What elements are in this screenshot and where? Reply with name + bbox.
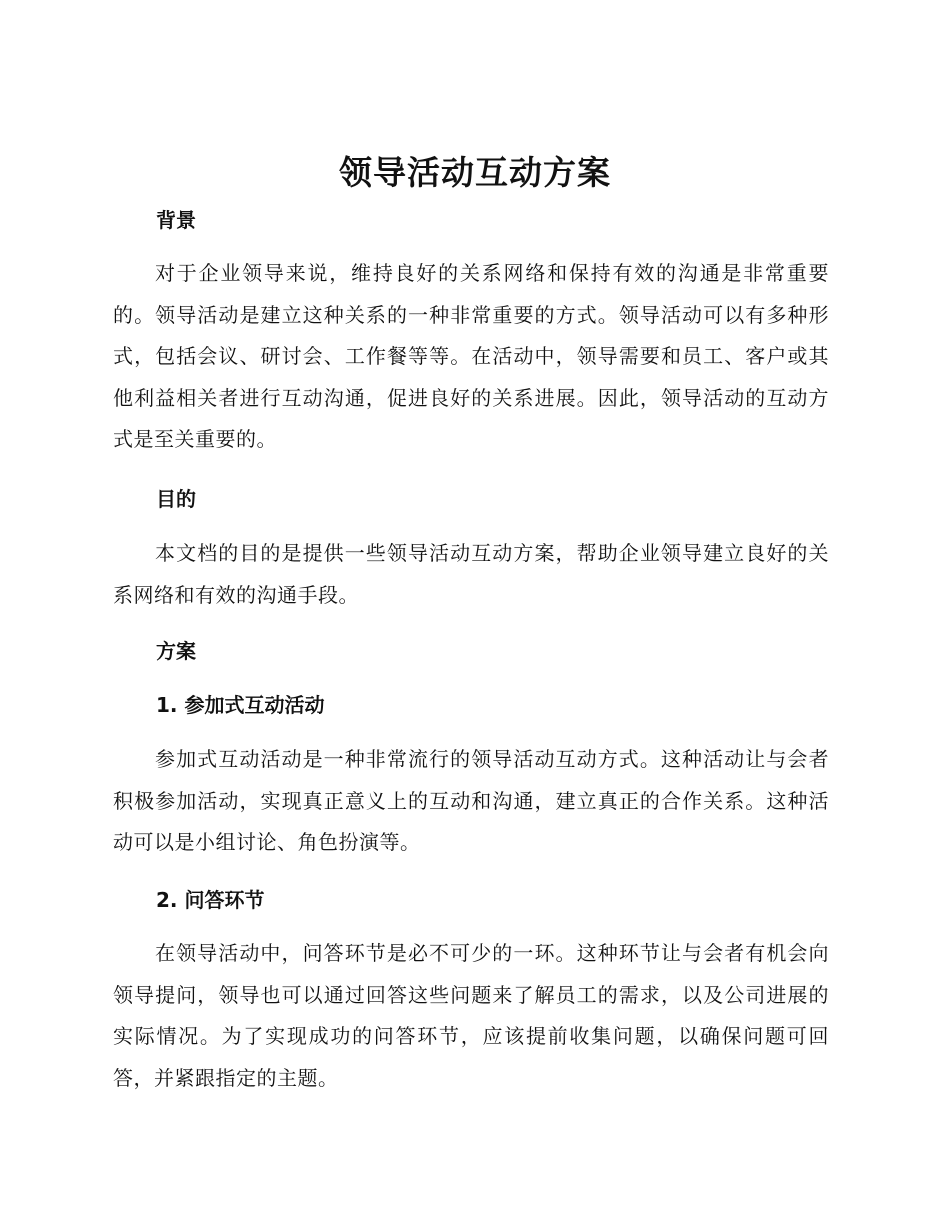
section-paragraph-participatory: 参加式互动活动是一种非常流行的领导活动互动方式。这种活动让与会者积极参加活动，实现真正意义上的互动和沟通，建立真正的合作关系。这种活动可以是小组讨论、角色扮演等。 [113,747,829,854]
section-heading-qa: 2. 问答环节 [156,888,265,912]
section-paragraph-purpose: 本文档的目的是提供一些领导活动互动方案，帮助企业领导建立良好的关系网络和有效的沟通手段。 [113,541,829,607]
section-heading-plan: 方案 [156,639,196,663]
section-paragraph-qa: 在领导活动中，问答环节是必不可少的一环。这种环节让与会者有机会向领导提问，领导也可以通过回答这些问题来了解员工的需求，以及公司进展的实际情况。为了实现成功的问答环节，应该提前收集问题，以确保问题可回答，并紧跟指定的主题。 [113,941,829,1090]
document-title: 领导活动互动方案 [339,153,611,192]
section-heading-participatory: 1. 参加式互动活动 [156,693,325,717]
section-heading-background: 背景 [156,208,196,232]
section-paragraph-background: 对于企业领导来说，维持良好的关系网络和保持有效的沟通是非常重要的。领导活动是建立这种关系的一种非常重要的方式。领导活动可以有多种形式，包括会议、研讨会、工作餐等等。在活动中，领导需要和员工、客户或其他利益相关者进行互动沟通，促进良好的关系进展。因此，领导活动的互动方式是至关重要的。 [113,261,829,451]
section-heading-purpose: 目的 [156,487,196,511]
